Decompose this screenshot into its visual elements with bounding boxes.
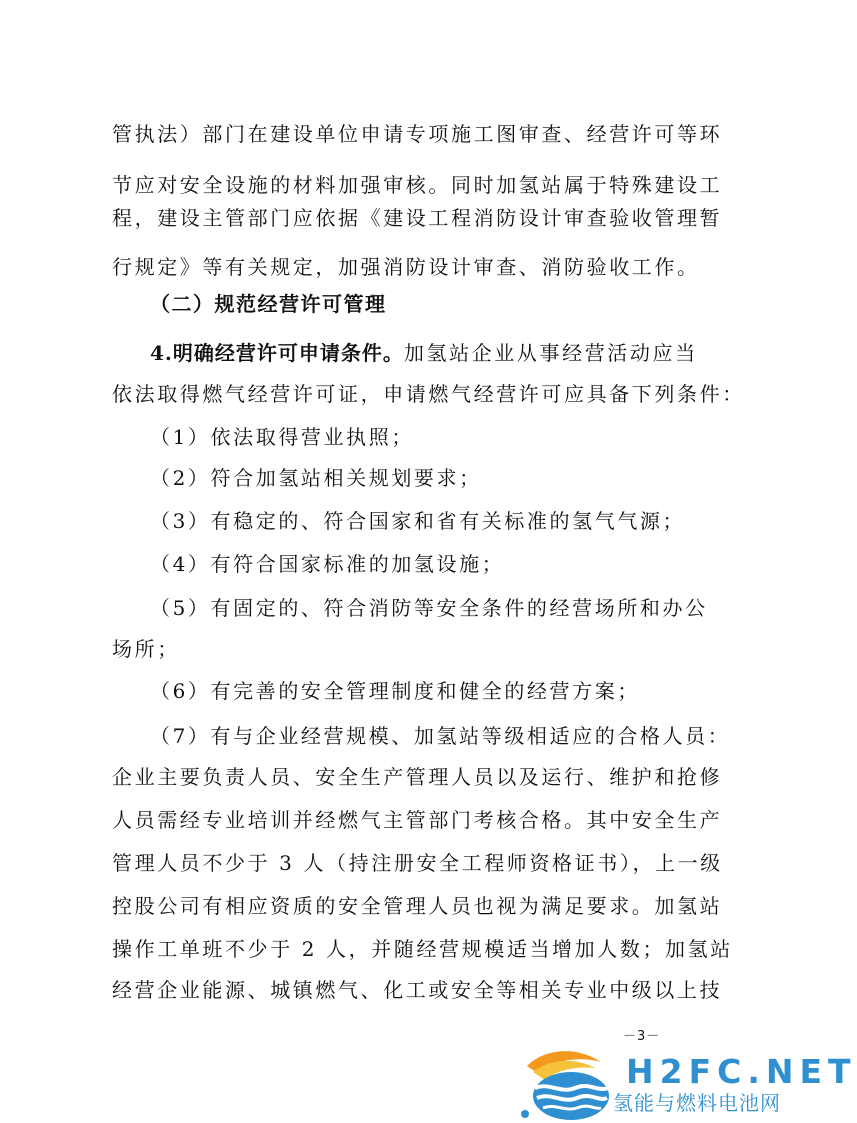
condition-7-line-2: 企业主要负责人员、安全生产管理人员以及运行、维护和抢修 <box>112 765 723 789</box>
condition-4: （4）有符合国家标准的加氢设施； <box>150 552 505 576</box>
condition-7-line-4: 管理人员不少于 3 人（持注册安全工程师资格证书），上一级 <box>112 851 723 875</box>
condition-7-line-6: 操作工单班不少于 2 人，并随经营规模适当增加人数；加氢站 <box>112 937 733 961</box>
condition-7-line-3: 人员需经专业培训并经燃气主管部门考核合格。其中安全生产 <box>112 808 723 832</box>
watermark-brand: H2FC.NET <box>626 1052 857 1091</box>
paragraph-line: 行规定》等有关规定，加强消防设计审查、消防验收工作。 <box>112 255 700 279</box>
page-number: －3－ <box>623 1029 661 1044</box>
condition-7-line-5: 控股公司有相应资质的安全管理人员也视为满足要求。加氢站 <box>112 894 723 918</box>
item-4-line-1 <box>150 339 730 367</box>
section-heading: （二）规范经营许可管理 <box>150 292 387 316</box>
item-4-text: 加氢站企业从事经营活动应当 <box>403 341 698 365</box>
paragraph-line: 管执法）部门在建设单位申请专项施工图审查、经营许可等环 <box>112 122 723 146</box>
watermark-subtitle: 氢能与燃料电池网 <box>613 1091 781 1115</box>
condition-5-line-1: （5）有固定的、符合消防等安全条件的经营场所和办公 <box>150 596 708 620</box>
item-4-lead: 4.明确经营许可申请条件。 <box>150 341 404 365</box>
paragraph-line: 节应对安全设施的材料加强审核。同时加氢站属于特殊建设工 <box>112 173 723 197</box>
condition-2: （2）符合加氢站相关规划要求； <box>150 466 482 490</box>
condition-3: （3）有稳定的、符合国家和省有关标准的氢气气源； <box>150 509 686 533</box>
condition-5-line-2: 场所； <box>112 637 180 661</box>
condition-6: （6）有完善的安全管理制度和健全的经营方案； <box>150 679 640 703</box>
paragraph-line: 程，建设主管部门应依据《建设工程消防设计审查验收管理暂 <box>112 206 723 230</box>
item-4-line-2: 依法取得燃气经营许可证，申请燃气经营许可应具备下列条件： <box>112 382 745 406</box>
condition-7-line-7: 经营企业能源、城镇燃气、化工或安全等相关专业中级以上技 <box>112 978 723 1002</box>
condition-7-line-1: （7）有与企业经营规模、加氢站等级相适应的合格人员： <box>150 724 731 748</box>
condition-1: （1）依法取得营业执照； <box>150 425 414 449</box>
